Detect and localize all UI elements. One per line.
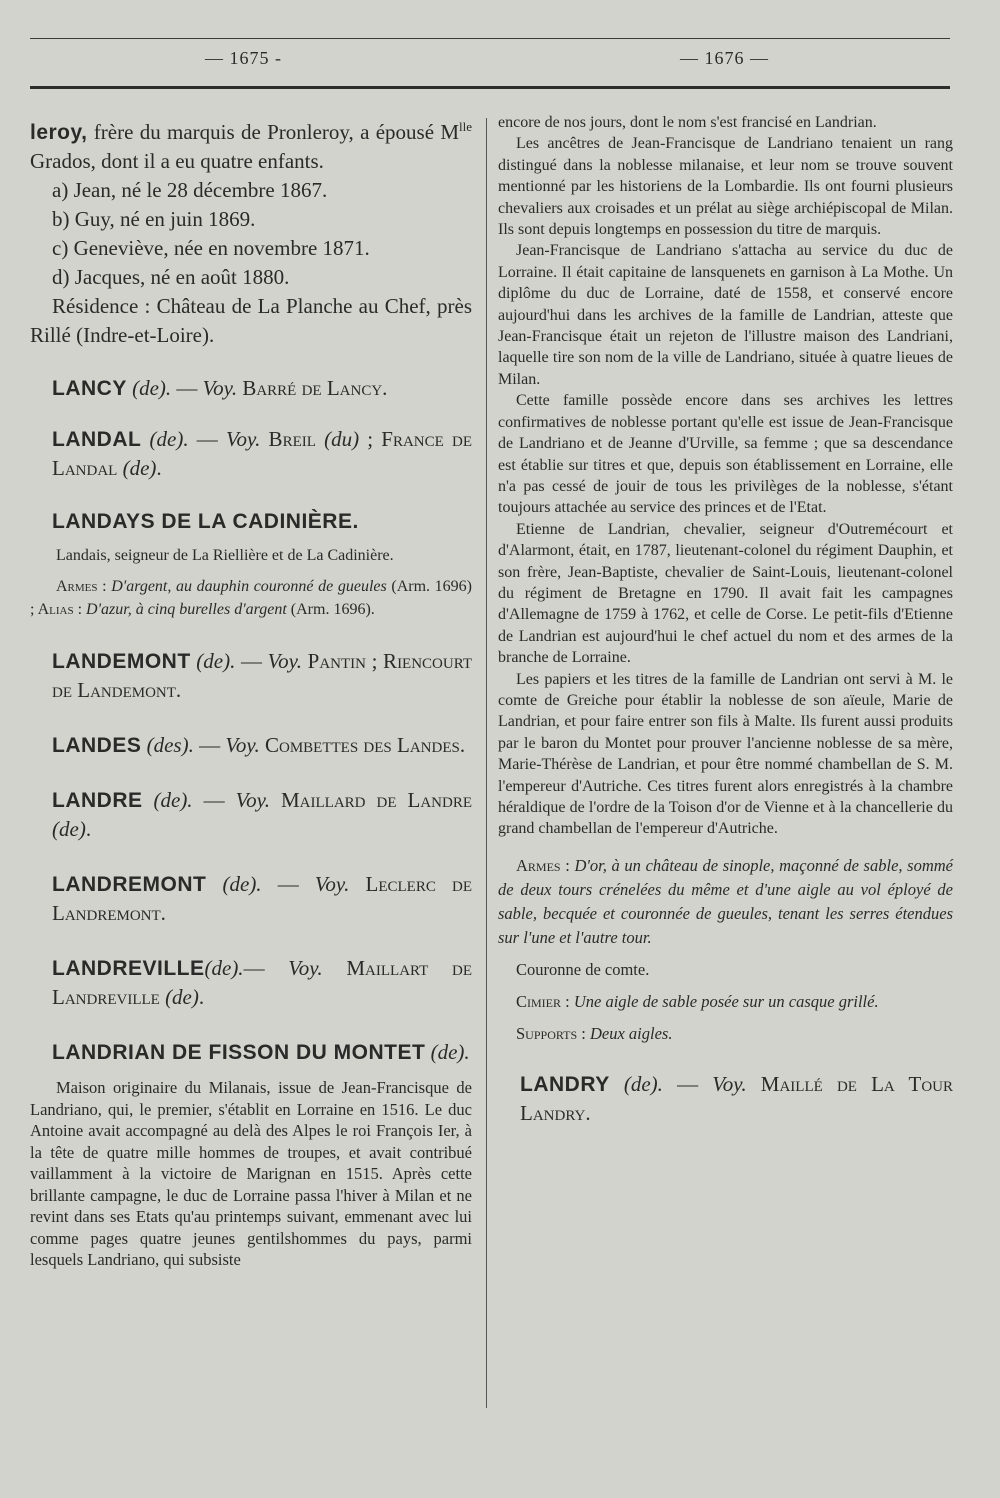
paragraph: Etienne de Landrian, chevalier, seigneur d'Outremécourt et d'Alarmont, était, en 1787, lieutenant-colonel du régiment Dauphin, et son frère, Jean-Baptiste, chevalier de Saint-Louis, lieutenant-colonel du régiment de Bretagne en 1790. Il avait fait les campagnes d'Allemagne de 1759 à 1762, et celle de Corse. Le petit-fils d'Etienne de Landrian est aujourd'hui le chef actuel du nom et des armes de la branche de Lorraine. [498,520,953,667]
child-item: a) Jean, né le 28 décembre 1867. [52,178,328,202]
header-rule [30,86,950,89]
landrian-supports: Supports : Deux aigles. [516,1023,673,1043]
landays-armes: Armes : D'argent, au dauphin couronné de gueules (Arm. 1696) ; Alias : D'azur, à cinq burelles d'argent (Arm. 1696). [30,578,472,618]
right-page-number: — 1676 — [680,48,769,68]
top-rule [30,38,950,39]
landrian-couronne: Couronne de comte. [516,959,650,979]
landrian-cimier: Cimier : Une aigle de sable posée sur un casque grillé. [516,991,879,1011]
landays-description: Landais, seigneur de La Riellière et de La Cadinière. [56,547,394,564]
entry-landre: LANDRE (de). — Voy. Maillard de Landre (de). [52,788,472,841]
left-column [30,112,472,1271]
left-page-number: — 1675 - [205,48,282,68]
landrian-armes: Armes : D'or, à un château de sinople, maçonné de sable, sommé de deux tours crénelées du même et d'une aigle au vol éployé de sable, becquée et couronnée de gueules, tenant les serres étendues sur l'une et l'autre tour. [498,855,953,947]
paragraph: Jean-Francisque de Landriano s'attacha au service du duc de Lorraine. Il était capitaine de lansquenets en garnison à La Mothe. Un diplôme du duc de Lorraine, daté de 1558, et conservé encore aujourd'hui dans les archives de la famille de Landrian, atteste que Jean-Francisque était un rejeton de l'illustre maison des Landriani, laquelle tire son nom de la ville de Landriano, située à quatre lieues de Milan. [498,242,953,388]
entry-landal: LANDAL (de). — Voy. Breil (du) ; France de Landal (de). [52,427,472,480]
paragraph: Les ancêtres de Jean-Francisque de Landriano tenaient un rang distingué dans la noblesse milanaise, et leur nom se trouve souvent mentionné par les historiens de la Lombardie. Ils ont fourni plusieurs chevaliers aux croisades et un prélat au siège archiépiscopal de Milan. Ils sont depuis longtemps en possession du titre de marquis. [498,135,953,239]
paragraph: Les papiers et les titres de la famille de Landrian ont servi à M. le comte de Greiche pour établir la noblesse de son aïeule, Marie de Landrian, et pour faire entrer son fils à Malte. Ils furent aussi produits par le baron du Montet pour prouver l'ancienne noblesse de sa mère, Marie-Thérèse de Landrian, et pour être nommé chambellan de S. M. l'empereur d'Autriche. Ces titres furent alors enregistrés à la chambre héraldique de l'ordre de la Toison d'or de Vienne et à la chancellerie du grand chambellan de l'empereur d'Autriche. [498,670,953,838]
entry-landremont: LANDREMONT (de). — Voy. Leclerc de Landremont. [52,872,472,925]
right-column [498,112,953,1127]
residence: Résidence : Château de La Planche au Chef, près Rillé (Indre-et-Loire). [30,294,472,347]
column-divider [486,118,487,1408]
entry-leroy: leroy, frère du marquis de Pronleroy, a épousé $M^{lle}$ Grados, dont il a eu quatre enfants. [30,119,472,173]
entry-landes: LANDES (des). — Voy. Combettes des Landes. [52,733,466,757]
entry-landays: LANDAYS DE LA CADINIÈRE. [52,510,359,533]
entry-landry: LANDRY (de). — Voy. Maillé de La Tour Landry. [520,1071,954,1125]
entry-lancy: LANCY (de). — Voy. Barré de Lancy. [52,376,388,400]
child-item: c) Geneviève, née en novembre 1871. [52,236,370,260]
entry-landreville: LANDREVILLE(de).— Voy. Maillart de Landreville (de). [52,956,473,1009]
paragraph: Cette famille possède encore dans ses archives les lettres confirmatives de noblesse portant qu'elle est issue de Jean-Francisque de Landriano et de Jeanne d'Urville, sa femme ; que sa descendance est établie sur titres et que, depuis son établissement en Lorraine, elle n'a pas cessé de jouir de tous les privilèges de la noblesse, s'étant toujours attachée au service des princes et de l'Etat. [498,392,953,517]
headword: leroy, [30,121,88,144]
landrian-text: Maison originaire du Milanais, issue de Jean-Francisque de Landriano, qui, le premier, s'établit en Lorraine en 1516. Le duc Antoine avait accompagné au delà des Alpes le roi François Ier, à la tête de quatre mille hommes de troupes, et avait contribué vaillamment à la victoire de Marignan en 1515. Après cette brillante campagne, le duc de Lorraine passa l'hiver à Milan et ne revint dans ses Etats qu'au printemps suivant, emmenant avec lui comme pages quatre jeunes gentilshommes du pays, parmi lesquels Landriano, qui subsiste [30,1078,472,1269]
entry-landemont: LANDEMONT (de). — Voy. Pantin ; Riencourt de Landemont. [52,649,472,702]
entry-landrian-heading: LANDRIAN DE FISSON DU MONTET (de). [52,1040,470,1064]
paragraph: encore de nos jours, dont le nom s'est francisé en Landrian. [498,114,877,131]
child-item: d) Jacques, né en août 1880. [52,265,290,289]
child-item: b) Guy, né en juin 1869. [52,207,256,231]
